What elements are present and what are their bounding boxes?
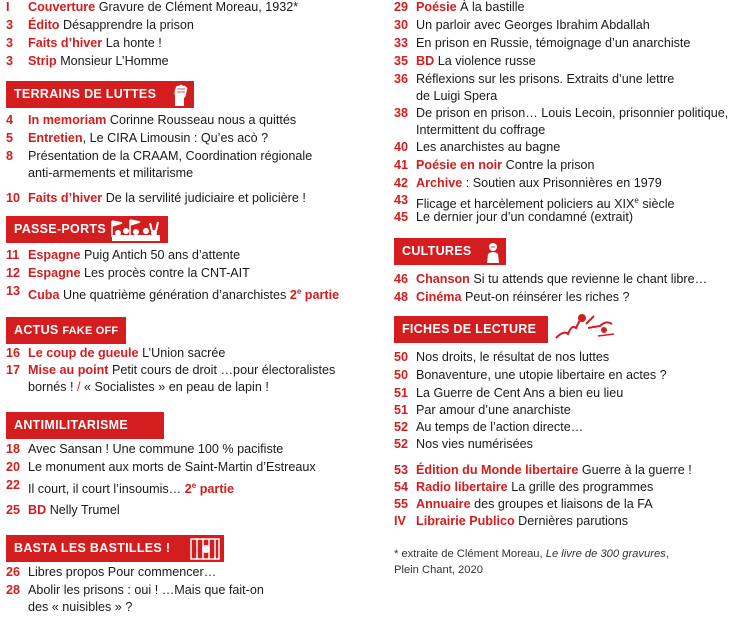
page-number: 40 bbox=[394, 140, 409, 154]
entry-title-continued: des « nuisibles » ? bbox=[28, 600, 133, 614]
entry-title: Peut-on réinsérer les riches ? bbox=[465, 290, 630, 304]
entry-title: Monsieur L’Homme bbox=[60, 54, 169, 68]
page-number: 45 bbox=[394, 210, 409, 224]
rubric-label: Cuba bbox=[28, 288, 60, 302]
rubric-label: Mise au point bbox=[28, 363, 109, 377]
page-number: 50 bbox=[394, 350, 409, 364]
entry-title: Si tu attends que revienne le chant libre… bbox=[473, 272, 708, 286]
page-number: 29 bbox=[394, 0, 409, 14]
section-banner-basta bbox=[6, 535, 224, 562]
entry-title: Contre la prison bbox=[505, 158, 595, 172]
page-number: 20 bbox=[6, 460, 21, 474]
entry-title-continued: bornés ! bbox=[28, 380, 74, 394]
entry-title: De la servilité judiciaire et policière ! bbox=[105, 191, 306, 205]
readers-sketch-icon bbox=[554, 310, 618, 345]
page-number: 41 bbox=[394, 158, 409, 172]
entry-title: Bonaventure, une utopie libertaire en actes ? bbox=[416, 368, 667, 382]
section-title: TERRAINS DE LUTTES bbox=[14, 87, 157, 101]
entry-title: Guerre à la guerre ! bbox=[581, 463, 692, 477]
entry-title: Les anarchistes au bagne bbox=[416, 140, 561, 154]
rubric-label: Le coup de gueule bbox=[28, 346, 139, 360]
entry-title: De prison en prison… Louis Lecoin, prisonnier politique, bbox=[416, 106, 729, 120]
rubric-label: Faits d’hiver bbox=[28, 191, 103, 205]
entry-title: Dernières parutions bbox=[518, 514, 629, 528]
entry-title: Corinne Rousseau nous a quittés bbox=[109, 113, 297, 127]
entry-title-second: « Socialistes » en peau de lapin ! bbox=[84, 380, 269, 394]
page-number: 13 bbox=[6, 284, 21, 298]
page-number: 10 bbox=[6, 191, 21, 205]
entry-title: En prison en Russie, témoignage d’un anarchiste bbox=[416, 36, 691, 50]
page-number: 48 bbox=[394, 290, 409, 304]
page-number: I bbox=[6, 0, 10, 14]
rubric-label: Radio libertaire bbox=[416, 480, 508, 494]
rubric-label: Librairie Publico bbox=[416, 514, 515, 528]
superscript: e bbox=[634, 196, 639, 205]
page-number: 17 bbox=[6, 363, 21, 377]
section-title: FICHES DE LECTURE bbox=[402, 322, 537, 336]
rubric-label: Espagne bbox=[28, 248, 81, 262]
entry-title: L’Union sacrée bbox=[142, 346, 226, 360]
section-title: PASSE-PORTS bbox=[14, 222, 106, 236]
part-marker: 2e partie bbox=[184, 481, 235, 496]
entry-title: Le dernier jour d’un condamné (extrait) bbox=[416, 210, 634, 224]
rubric-label: Édition du Monde libertaire bbox=[416, 463, 579, 477]
page-number: 22 bbox=[6, 478, 21, 492]
entry-title: Puig Antich 50 ans d’attente bbox=[84, 248, 241, 262]
page-number: 54 bbox=[394, 480, 409, 494]
page-number: 51 bbox=[394, 386, 409, 400]
rubric-label: Strip bbox=[28, 54, 57, 68]
entry-title: La Guerre de Cent Ans a bien eu lieu bbox=[416, 386, 624, 400]
rubric-label: Poésie en noir bbox=[416, 158, 503, 172]
rubric-label: Poésie bbox=[416, 0, 457, 14]
entry-title-continued: de Luigi Spera bbox=[416, 89, 498, 103]
entry-title: Nos vies numérisées bbox=[416, 437, 533, 451]
page-number: 28 bbox=[6, 583, 21, 597]
page-number: 38 bbox=[394, 106, 409, 120]
entry-title: Il court, il court l’insoumis… bbox=[28, 482, 182, 496]
rubric-label: Cinéma bbox=[416, 290, 462, 304]
page-number: 52 bbox=[394, 420, 409, 434]
entry-title-end: siècle bbox=[642, 197, 675, 211]
entry-title: des groupes et liaisons de la FA bbox=[474, 497, 653, 511]
entry-title: : Soutien aux Prisonnières en 1979 bbox=[465, 176, 662, 190]
rubric-label: Espagne bbox=[28, 266, 81, 280]
page-number: 36 bbox=[394, 72, 409, 86]
entry-title: Les procès contre la CNT-AIT bbox=[84, 266, 250, 280]
rubric-label: BD bbox=[416, 54, 435, 68]
footnote bbox=[394, 546, 669, 578]
page-number: 33 bbox=[394, 36, 409, 50]
page-number: 50 bbox=[394, 368, 409, 382]
entry-title: Une quatrième génération d’anarchistes bbox=[62, 288, 287, 302]
section-subtitle: FAKE OFF bbox=[62, 325, 119, 337]
page-number: 55 bbox=[394, 497, 409, 511]
section-banner-antimilitarisme bbox=[6, 412, 164, 439]
page-number: 11 bbox=[6, 248, 20, 262]
entry-title: Désapprendre la prison bbox=[62, 18, 194, 32]
rubric-label: Entretien bbox=[28, 131, 83, 145]
rubric-label: In memoriam bbox=[28, 113, 107, 127]
section-banner-fiches bbox=[394, 316, 548, 343]
page-number: 3 bbox=[6, 54, 14, 68]
page-number: 25 bbox=[6, 503, 21, 517]
page-number: 26 bbox=[6, 565, 21, 579]
rubric-label: Annuaire bbox=[416, 497, 471, 511]
entry-title: Libres propos Pour commencer… bbox=[28, 565, 217, 579]
singer-icon bbox=[484, 241, 502, 273]
footnote-publisher: Plein Chant, 2020 bbox=[394, 564, 483, 576]
rubric-label: Archive bbox=[416, 176, 463, 190]
section-banner-terrains bbox=[6, 81, 194, 108]
entry-title: , Le CIRA Limousin : Qu’es acò ? bbox=[82, 131, 269, 145]
entry-title: Nos droits, le résultat de nos luttes bbox=[416, 350, 610, 364]
entry-title: Par amour d’une anarchiste bbox=[416, 403, 571, 417]
rubric-label: Couverture bbox=[28, 0, 96, 14]
page-number: 4 bbox=[6, 113, 14, 127]
page-number: 12 bbox=[6, 266, 21, 280]
entry-title: Gravure de Clément Moreau, 1932* bbox=[98, 0, 299, 14]
page-number: 51 bbox=[394, 403, 409, 417]
page-number: 5 bbox=[6, 131, 14, 145]
entry-title: Au temps de l’action directe… bbox=[416, 420, 584, 434]
footnote-book-title: Le livre de 300 gravures bbox=[545, 548, 666, 560]
entry-title: Flicage et harcèlement policiers au XIX bbox=[416, 197, 635, 211]
section-title: CULTURES bbox=[402, 244, 472, 258]
page-number: 52 bbox=[394, 437, 409, 451]
page-number: 42 bbox=[394, 176, 409, 190]
page-number: 8 bbox=[6, 149, 14, 163]
section-banner-actus bbox=[6, 317, 126, 344]
entry-title: Abolir les prisons : oui ! …Mais que fait-on bbox=[28, 583, 264, 597]
entry-title: Le monument aux morts de Saint-Martin d’Estreaux bbox=[28, 460, 316, 474]
entry-title-continued: Intermittent du coffrage bbox=[416, 123, 546, 137]
page-number: IV bbox=[394, 514, 406, 528]
entry-title: À la bastille bbox=[460, 0, 525, 14]
page-number: 46 bbox=[394, 272, 409, 286]
entry-title: Présentation de la CRAAM, Coordination régionale bbox=[28, 149, 313, 163]
page-number: 3 bbox=[6, 36, 14, 50]
entry-title: La violence russe bbox=[437, 54, 536, 68]
page-number: 35 bbox=[394, 54, 409, 68]
footnote-punctuation: , bbox=[665, 548, 669, 560]
entry-title: Nelly Trumel bbox=[49, 503, 120, 517]
rubric-label: BD bbox=[28, 503, 47, 517]
section-banner-passeports bbox=[6, 216, 168, 243]
page-number: 53 bbox=[394, 463, 409, 477]
rubric-label: Édito bbox=[28, 18, 60, 32]
section-banner-cultures bbox=[394, 238, 506, 265]
entry-title: Petit cours de droit …pour électoralistes bbox=[111, 363, 336, 377]
footnote-prefix: * extraite de Clément Moreau, bbox=[394, 548, 543, 560]
section-title: ACTUS bbox=[14, 323, 59, 337]
section-title: ANTIMILITARISME bbox=[14, 418, 128, 432]
page-number: 18 bbox=[6, 442, 21, 456]
page-number: 30 bbox=[394, 18, 409, 32]
entry-title: Avec Sansan ! Une commune 100 % pacifiste bbox=[28, 442, 284, 456]
page-number: 16 bbox=[6, 346, 21, 360]
entry-title-continued: anti-armements et militarisme bbox=[28, 166, 194, 180]
entry-title: Réflexions sur les prisons. Extraits d’une lettre bbox=[416, 72, 675, 86]
rubric-label: Faits d’hiver bbox=[28, 36, 103, 50]
entry-title: La honte ! bbox=[105, 36, 162, 50]
section-title: BASTA LES BASTILLES ! bbox=[14, 541, 171, 555]
part-marker: 2e partie bbox=[289, 287, 340, 302]
page-number: 3 bbox=[6, 18, 14, 32]
entry-title: Un parloir avec Georges Ibrahim Abdallah bbox=[416, 18, 650, 32]
rubric-label: Chanson bbox=[416, 272, 470, 286]
page-number: 43 bbox=[394, 193, 409, 207]
entry-title: La grille des programmes bbox=[511, 480, 654, 494]
separator: / bbox=[77, 380, 81, 394]
